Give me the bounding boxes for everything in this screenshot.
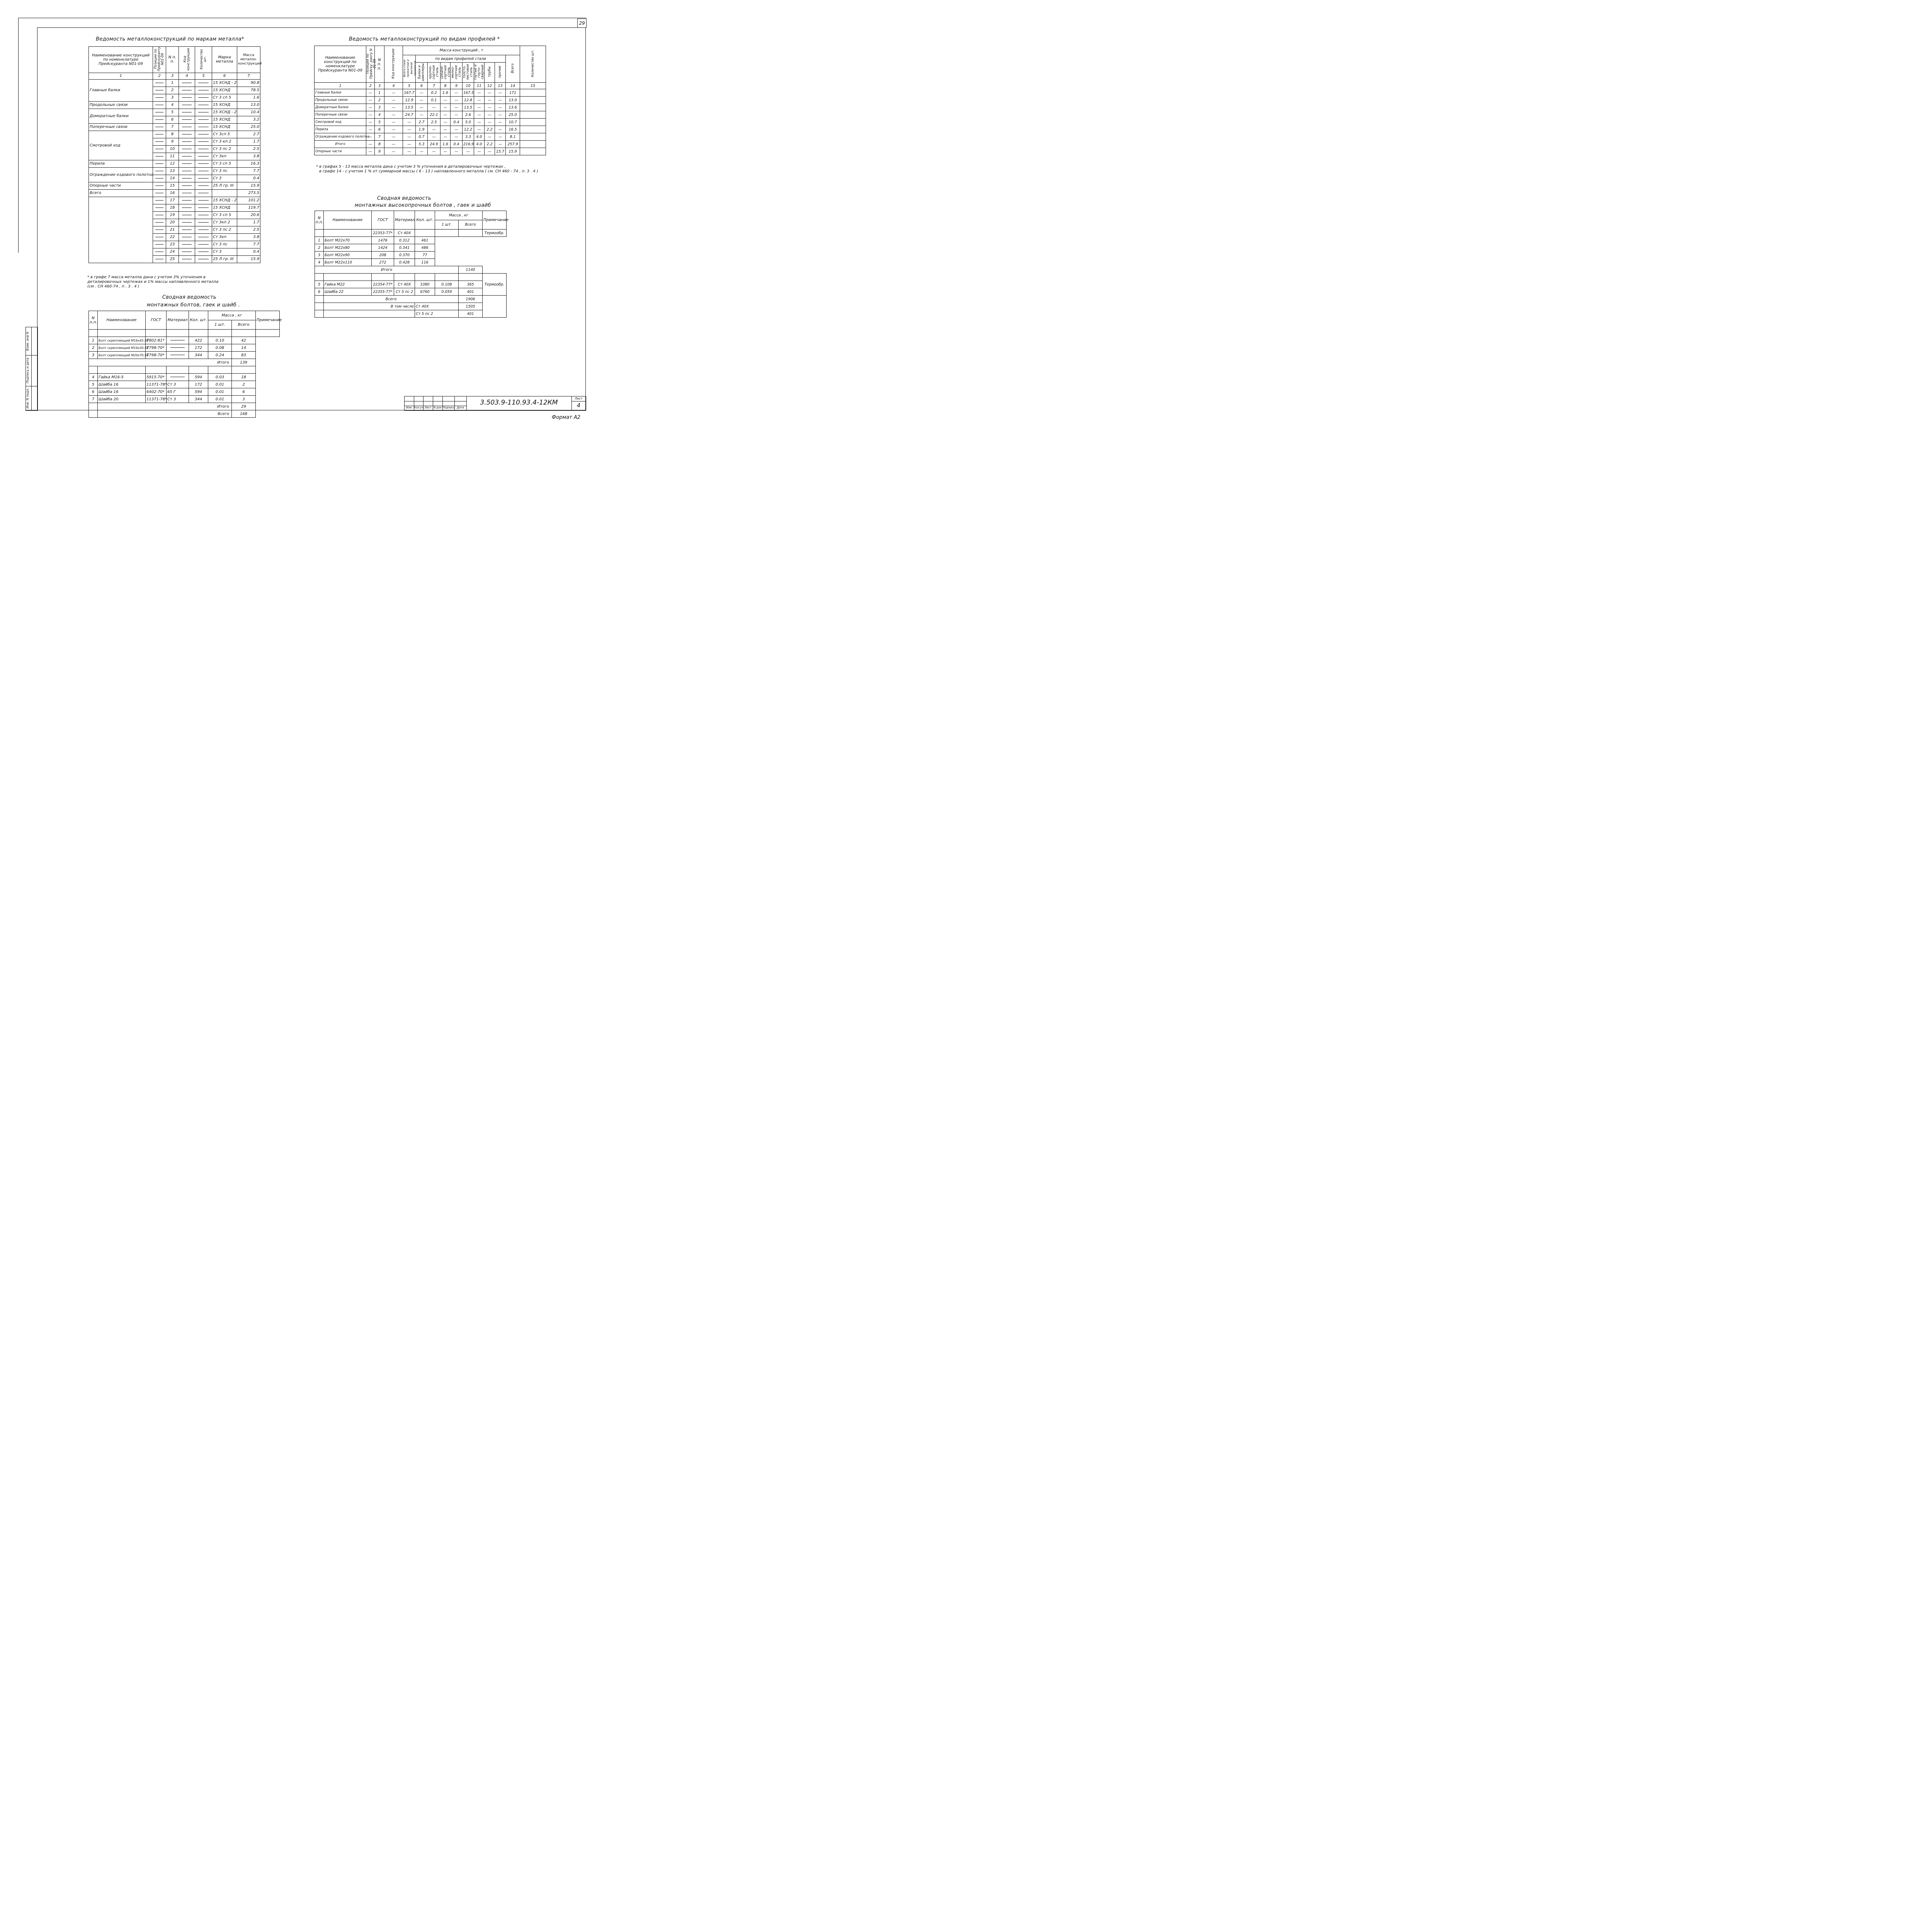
table-row: Перила 12 Ст 3 сп 5 16.3	[89, 160, 260, 167]
table3: N п.п. Наименование ГОСТ Материал Кол. шт. Масса , кг Примечание 1 шт. Всего 1 Болт скрепляющий М16х45.58 7802-81* 422 0.10 42 2 Болт скрепляющий М16х30.58 7798-70* 172 0.08 14 3 Болт скрепляющий М20х70.58 7798-70* 344 0.24 83 Итого 139 4 Гайка М16-5 5915-70* 594 0.03 18 5 Шайба 16 11371-78* Ст 3 172 0.01 2 6 Шайба 16 6402-70* 65 Г 594 0.01 6 7 Шайба 20 11371-78* Ст 3 344 0.01 3 Итого 29 Всего 168	[88, 311, 280, 418]
table-row: Смотровой ход 8 Ст 3сп 5 2.7	[89, 131, 260, 138]
sheet-no: 4	[577, 402, 581, 409]
sheet-number-top: 29	[579, 20, 585, 26]
group-name	[89, 197, 153, 263]
table-row: 3 Ст 3 сп 5 1.6	[89, 94, 260, 101]
table-row: Ограждение ездового полотна — 7 — — 0.7 — — — 3.3 4.0 — — 8.1	[315, 133, 546, 141]
table-row: 10 Ст 3 пс 2 2.5	[89, 145, 260, 153]
t1-h-code: Код конструкции	[179, 47, 195, 73]
table2: Наименование конструкций по номенклатуре Прейскуранта N01-09 Позиции по Прейску- ранту N 01-09 N п. п. Код конструкции Масса конструкций , т Количество шт. Всего стали прокатной и высокой прочности по видам профилей стали Всего балки и швеллеры крупно- сортная сталь средне- сортная сталь мелко- сортная сталь толсто- листовая сталь гнутые и гнуто- сварные трубы прочие 1 2 3 4 5 6 7 8 9 10 11 12 13 14 15 Главные балки — 1 — 167.7 — 0.2 1.6 — 167.5 — — — 171 Продольные связи — 2 — 12.9 — 0.1 — — 12.8 — — — 13.0 Домкратные балки — 3 — 13.5 — — — — 13.5 — — — 13.6 Поперечные связи — 4 — 24.7 — 22.1 — — 2.6 — — — 25.0 Смотровой ход — 5 — — 2.7 2.5 — 0.4 5.0 — — — 10.7 Перила — 6 — — 1.9 — — — 12.2 — 2.2 — 16.5 Ограждение ездового полотна — 7 — — 0.7 — — — 3.3 4.0 — — 8.1 Итого — 8 — — 5.3 24.9 1.6 0.4 216.9 4.0 2.2 — 257.9 Опорные части — 9 — — — — — — — — — 15.7 15.9	[314, 46, 546, 155]
stamp-izm: Изм.	[406, 406, 413, 409]
table-row: 1 Болт скрепляющий М16х45.58 7802-81* 422 0.10 42	[89, 337, 280, 344]
table-row: Домкратные балки — 3 — 13.5 — — — — 13.5 — — — 13.6	[315, 104, 546, 111]
table-row: 1 Болт М22х70 1476 0.312 461	[315, 237, 507, 244]
table-row: Итого — 8 — — 5.3 24.9 1.6 0.4 216.9 4.0 2.2 — 257.9	[315, 141, 546, 148]
inner-right-line	[585, 27, 586, 410]
table-row: Перила — 6 — — 1.9 — — — 12.2 — 2.2 — 16.5	[315, 126, 546, 133]
table-row: Продольные связи 4 15 ХСНД 13.0	[89, 101, 260, 109]
side-stamp	[26, 327, 38, 411]
table-row: 6 Шайба 16 6402-70* 65 Г 594 0.01 6	[89, 388, 280, 396]
doc-code: 3.503.9-110.93.4-12КМ	[480, 399, 558, 406]
group-name: Перила	[89, 160, 153, 167]
table-row: Поперечные связи 7 15 ХСНД 25.0	[89, 123, 260, 131]
group-name: Домкратные балки	[89, 109, 153, 123]
stamp-kolich: Кол.уч	[414, 406, 423, 409]
table-row: 3 Болт М22х90 208 0.370 77	[315, 252, 507, 259]
table-row: 6 15 ХСНД 3.2	[89, 116, 260, 123]
table-row: 9 Ст 3 кп 2 1.7	[89, 138, 260, 145]
table1-title: Ведомость металлоконструкций по маркам металла*	[96, 36, 244, 42]
sheet-number-box	[577, 19, 587, 28]
inner-top-line	[37, 27, 586, 28]
table-row: Поперечные связи — 4 — 24.7 — 22.1 — — 2.6 — — — 25.0	[315, 111, 546, 119]
t1-h-pos: Позиции по Прейскуранту N01-09	[153, 47, 166, 73]
table-row: 3 Болт скрепляющий М20х70.58 7798-70* 344 0.24 83	[89, 352, 280, 359]
table-row: 11 Ст 3кп 3.8	[89, 153, 260, 160]
format-label: Формат А2	[552, 415, 581, 420]
table1-body	[89, 79, 260, 263]
table1: Наименование конструкций по номенклатуре Прейскуранта N01-09 Позиции по Прейскуранту N01-09 N п. п. Код конструкции Количество шт. Марка металла Масса металло- конструкций 1 2 3 4 5 6 7 Главные балки 1 15 ХСНД - 2 90.8 2 15 ХСНД 78.5 3 Ст 3 сп 5 1.6 Продольные связи 4 15 ХСНД 13.0 Домкратные балки 5 15 ХСНД - 2 10.4 6 15 ХСНД 3.2 Поперечные связи 7 15 ХСНД 25.0 Смотровой ход 8 Ст 3сп 5 2.7 9 Ст 3 кп 2 1.7 10 Ст 3 пс 2 2.5 11 Ст 3кп 3.8 Перила 12 Ст 3 сп 5 16.3 Ограждение ездового полотна 13 Ст 3 пс 7.7 14 Ст 3 0.4 Опорные части 15 25 Л гр. III 15.9 Всего 16 273.5 17 15 ХСНД - 2 101.2 18 15 ХСНД 119.7 19 Ст 3 сп 5 20.6 20 Ст 3кп 2 1.7 21 Ст 3 пс 2 2.5 22 Ст 3кп 3.8 23 Ст 3 пс 7.7 24 Ст 3 0.4 25 25 Л гр. III 15.9	[88, 46, 260, 263]
group-name: Главные балки	[89, 79, 153, 101]
t1-h-mass: Масса металло- конструкций	[237, 47, 260, 73]
table-row: Ограждение ездового полотна 13 Ст 3 пс 7.7	[89, 167, 260, 175]
group-name: Ограждение ездового полотна	[89, 167, 153, 182]
side-label-orig: Инв. N подл.	[26, 388, 29, 408]
table-row: 14 Ст 3 0.4	[89, 175, 260, 182]
side-label-inv: Взам. инв N	[26, 332, 29, 351]
frame-left-line	[18, 18, 19, 253]
table-row: Смотровой ход — 5 — — 2.7 2.5 — 0.4 5.0 — — — 10.7	[315, 119, 546, 126]
table-row: 2 Болт М22х80 1424 0.341 486	[315, 244, 507, 252]
group-name: Продольные связи	[89, 101, 153, 109]
t1-h-n: N п. п.	[166, 47, 179, 73]
table-row: 20 Ст 3кп 2 1.7	[89, 219, 260, 226]
group-name: Смотровой ход	[89, 131, 153, 160]
t1-h-name: Наименование конструкций по номенклатуре Прейскуранта N01-09	[89, 47, 153, 73]
table-row: Главные балки 1 15 ХСНД - 2 90.8	[89, 79, 260, 87]
table-row: 4 Гайка М16-5 5915-70* 594 0.03 18	[89, 374, 280, 381]
table-row: 24 Ст 3 0.4	[89, 248, 260, 255]
sheet-label: Лист	[575, 397, 583, 400]
table-row: 4 Болт М22х110 272 0.428 116	[315, 259, 507, 266]
stamp-podpis: Подпись	[442, 406, 455, 409]
table3-title2: монтажных болтов, гаек и шайб .	[147, 302, 240, 308]
table2-footnote: * в графах 5 - 13 масса металла дана с учетом 3 % уточнения в деталировочных чертежах , в графе 14 - с учетом 1 % от суммарной массы ( 6 - 13 ) наплавленного металла ( см. СН 460 - 74 , п. 3 . 4 )	[316, 165, 538, 173]
stamp-ndok: N док	[434, 406, 442, 409]
table-row: 17 15 ХСНД - 2 101.2	[89, 197, 260, 204]
group-name: Опорные части	[89, 182, 153, 189]
table-row: Опорные части 15 25 Л гр. III 15.9	[89, 182, 260, 189]
side-label-sign: Подпись и дата	[26, 357, 29, 384]
group-name: Всего	[89, 189, 153, 197]
table-row: 25 25 Л гр. III 15.9	[89, 255, 260, 263]
table-row: 7 Шайба 20 11371-78* Ст 3 344 0.01 3	[89, 396, 280, 403]
stamp-data: Дата	[457, 406, 464, 409]
table-row: Главные балки — 1 — 167.7 — 0.2 1.6 — 167.5 — — — 171	[315, 89, 546, 97]
table3-title1: Сводная ведомость	[162, 294, 216, 300]
table2-title: Ведомость металлоконструкций по видам профилей *	[349, 36, 500, 42]
table-row: 19 Ст 3 сп 5 20.6	[89, 211, 260, 219]
table-row: 22 Ст 3кп 3.8	[89, 233, 260, 241]
t1-h-mark: Марка металла	[212, 47, 237, 73]
table-row: 2 15 ХСНД 78.5	[89, 87, 260, 94]
table1-footnote: * в графе 7 масса металла дана с учетом 3% уточнения в деталировочных чертежах и 1% массы наплавленного металла (см . СН 460-74 , п . 3 . 4 )	[87, 275, 219, 289]
group-name: Поперечные связи	[89, 123, 153, 131]
table-row: 2 Болт скрепляющий М16х30.58 7798-70* 172 0.08 14	[89, 344, 280, 352]
table-row: Опорные части — 9 — — — — — — — — — 15.7 15.9	[315, 148, 546, 155]
table-row: 5 Шайба 16 11371-78* Ст 3 172 0.01 2	[89, 381, 280, 388]
table-row: 23 Ст 3 пс 7.7	[89, 241, 260, 248]
t1-h-qty: Количество шт.	[195, 47, 212, 73]
table-row: Домкратные балки 5 15 ХСНД - 2 10.4	[89, 109, 260, 116]
table-row: 18 15 ХСНД 119.7	[89, 204, 260, 211]
table4-title2: монтажных высокопрочных болтов , гаек и шайб	[355, 202, 491, 208]
table-row: Продольные связи — 2 — 12.9 — 0.1 — — 12.8 — — — 13.0	[315, 97, 546, 104]
stamp-list: Лист	[424, 406, 432, 409]
title-block	[404, 396, 586, 411]
table-row: Всего 16 273.5	[89, 189, 260, 197]
table-row: 21 Ст 3 пс 2 2.5	[89, 226, 260, 233]
table4: N п.п. Наименование ГОСТ Материал Кол. шт. Масса , кг Примечание 1 шт. Всего 22353-77* Ст 40Х Термообр. 1 Болт М22х70 1476 0.312 461 2 Болт М22х80 1424 0.341 486 3 Болт М22х90 208 0.370 77 4 Болт М22х110 272 0.428 116 Итого 1140 Термообр. 5 Гайка М22 22354-77* Ст 40Х 3380 0.108 365 6 Шайба 22 22355-77* Ст 5 пс 2 6760 0.059 401 Всего 1906 В том числе Ст 40Х 1505 Ст 5 пс 2 401	[315, 211, 507, 318]
table4-title1: Сводная ведомость	[377, 196, 431, 201]
